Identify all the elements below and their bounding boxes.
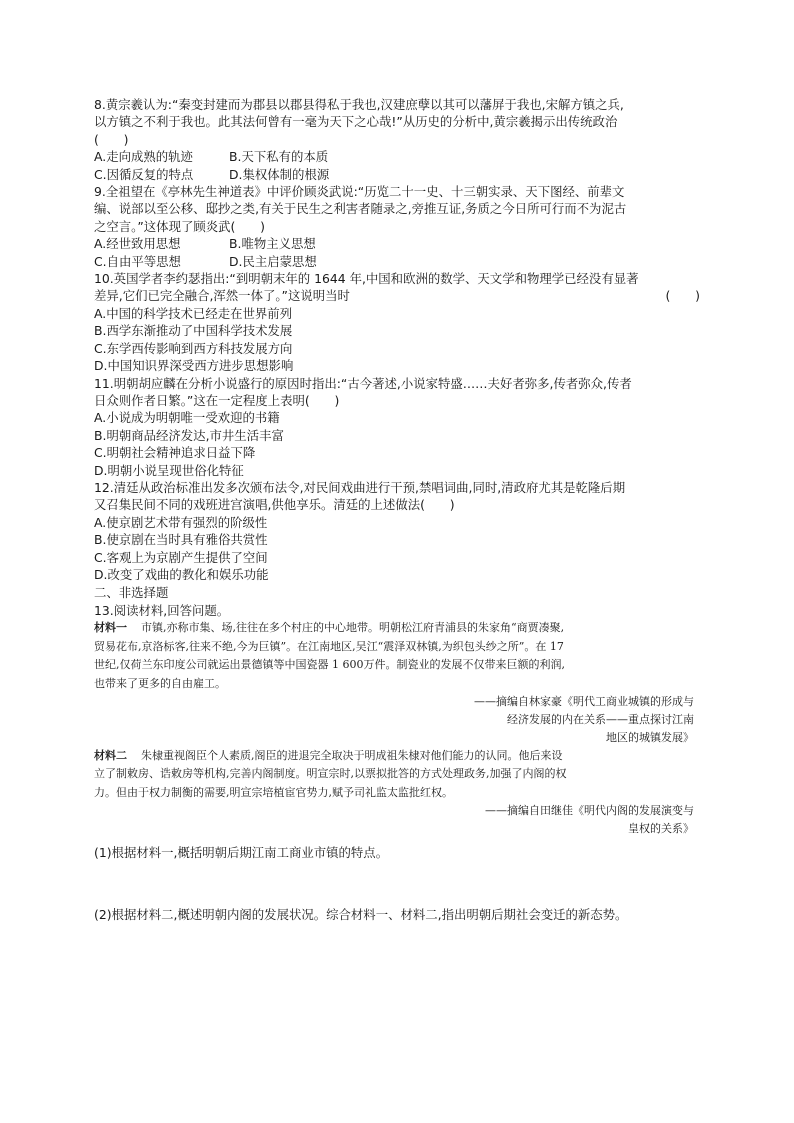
question-11 [94,375,700,479]
q11-option-d[interactable]: D.明朝小说呈现世俗化特征 [94,462,244,478]
material-1-line1: 市镇,亦称市集、场,往往在多个村庄的中心地带。明朝松江府青浦县的朱家角“商贾凑聚, [141,621,565,635]
q9-option-d[interactable]: D.民主启蒙思想 [229,253,317,269]
material-2-line1-row [94,747,700,765]
material-1 [94,619,700,693]
material-1-source-line2: 经济发展的内在关系——重点探讨江南 [507,713,694,726]
material-2-line2: 立了制敕房、诰敕房等机构,完善内阁制度。明宣宗时,以票拟批答的方式处理政务,加强了内阁的权 [94,767,567,781]
q10-stem-line2-row [94,287,700,304]
q11-option-a[interactable]: A.小说成为明朝唯一受欢迎的书籍 [94,410,280,426]
q12-stem-line2: 又召集民间不同的戏班进宫演唱,供他享乐。清廷的上述做法( ) [94,497,455,513]
material-2-source-line2: 皇权的关系》 [628,822,694,836]
q10-answer-paren: ( ) [665,288,700,304]
q10-option-b[interactable]: B.西学东渐推动了中国科学技术发展 [94,323,293,339]
q12-stem-line1: 12.清廷从政治标准出发多次颁布法令,对民间戏曲进行干预,禁唱词曲,同时,清政府尤其是乾隆后期 [94,479,626,495]
q8-option-c[interactable]: C.因循反复的特点 [94,166,194,182]
material-1-line3: 世纪,仅荷兰东印度公司就运出景德镇等中国瓷器 1 600万件。制瓷业的发展不仅带来巨额的利润, [94,658,565,672]
q8-options-row2 [94,166,700,183]
q8-option-b[interactable]: B.天下私有的本质 [229,149,329,165]
material-1-line4: 也带来了更多的自由雇工。 [94,676,226,690]
q9-options-row1 [94,235,700,252]
material-2-source [94,802,700,838]
q13-answer-space-1[interactable] [94,862,700,906]
q9-stem-line2: 编、说部以至公移、邸抄之类,有关于民生之利害者随录之,旁推互证,务质之今日所可行而不为泥古 [94,201,627,217]
q10-stem-line1: 10.英国学者李约瑟指出:“到明朝末年的 1644 年,中国和欧洲的数学、天文学和物理学已经没有显著 [94,271,639,287]
material-1-source-line1: ——摘编自林家豪《明代工商业城镇的形成与 [474,695,694,708]
question-10 [94,270,700,374]
q11-stem-line1: 11.明朝胡应麟在分析小说盛行的原因时指出:“古今著述,小说家特盛……夫好者弥多,传者弥众,传者 [94,375,632,391]
q13-subquestion-2: (2)根据材料二,概述明朝内阁的发展状况。综合材料一、材料二,指出明朝后期社会变迁的新态势。 [94,907,628,923]
q12-option-a[interactable]: A.使京剧艺术带有强烈的阶级性 [94,514,268,530]
q9-option-c[interactable]: C.自由平等思想 [94,253,181,269]
q9-stem-line1: 9.全祖望在《亭林先生神道表》中评价顾炎武说:“历览二十一史、十三朝实录、天下图经、前辈文 [94,184,625,200]
q8-answer-paren: ( ) [94,131,129,147]
material-1-line2: 贸易花布,京洛标客,往来不绝,今为巨镇”。在江南地区,吴江“震泽双林镇,为织包头纱之所”。在 17 [94,639,564,653]
q12-option-b[interactable]: B.使京剧在当时具有雅俗共赏性 [94,532,268,548]
q10-stem-line2: 差异,它们已完全融合,浑然一体了。”这说明当时 [94,288,350,304]
section-heading-nonchoice: 二、非选择题 [94,585,169,601]
material-2-source-line1: ——摘编自田继佳《明代内阁的发展演变与 [485,804,694,818]
material-2-line1: 朱棣重视阁臣个人素质,阁臣的进退完全取决于明成祖朱棣对他们能力的认同。他后来设 [141,749,563,762]
q11-option-c[interactable]: C.明朝社会精神追求日益下降 [94,445,256,461]
q12-option-c[interactable]: C.客观上为京剧产生提供了空间 [94,549,268,565]
material-1-source [94,693,700,747]
q8-option-a[interactable]: A.走向成熟的轨迹 [94,149,193,165]
q11-stem-line2: 日众则作者日繁。”这在一定程度上表明( ) [94,392,340,408]
q9-option-b[interactable]: B.唯物主义思想 [229,236,316,252]
q9-option-a[interactable]: A.经世致用思想 [94,236,181,252]
exam-page [94,96,700,924]
q9-stem-line3: 之空言。”这体现了顾炎武( ) [94,218,265,234]
q10-option-c[interactable]: C.东学西传影响到西方科技发展方向 [94,340,293,356]
question-9 [94,183,700,270]
q8-stem-line1: 8.黄宗羲认为:“秦变封建而为郡县以郡县得私于我也,汉建庶孽以其可以藩屏于我也,宋解方镇之兵, [94,97,624,112]
material-2-line3: 力。但由于权力制衡的需要,明宣宗培植宦官势力,赋予司礼监太监批红权。 [94,785,453,799]
question-12 [94,479,700,583]
q10-option-a[interactable]: A.中国的科学技术已经走在世界前列 [94,305,293,321]
q13-subquestion-1: (1)根据材料一,概括明朝后期江南工商业市镇的特点。 [94,845,389,861]
material-1-line1-row [94,619,700,637]
q8-stem-line2: 以方镇之不利于我也。此其法何曾有一毫为天下之心哉!”从历史的分析中,黄宗羲揭示出传统政治 [94,114,618,130]
q13-stem: 13.阅读材料,回答问题。 [94,602,230,618]
material-1-label: 材料一 [94,621,127,635]
q8-options-row1 [94,148,700,165]
question-13 [94,602,700,924]
q9-options-row2 [94,253,700,270]
q11-option-b[interactable]: B.明朝商品经济发达,市井生活丰富 [94,427,284,443]
q10-option-d[interactable]: D.中国知识界深受西方进步思想影响 [94,358,294,374]
material-1-source-line3: 地区的城镇发展》 [606,731,694,744]
q8-option-d[interactable]: D.集权体制的根源 [229,166,330,182]
q12-option-d[interactable]: D.改变了戏曲的教化和娱乐功能 [94,566,269,582]
material-2-label: 材料二 [94,749,127,762]
material-2 [94,747,700,802]
question-8 [94,96,700,183]
